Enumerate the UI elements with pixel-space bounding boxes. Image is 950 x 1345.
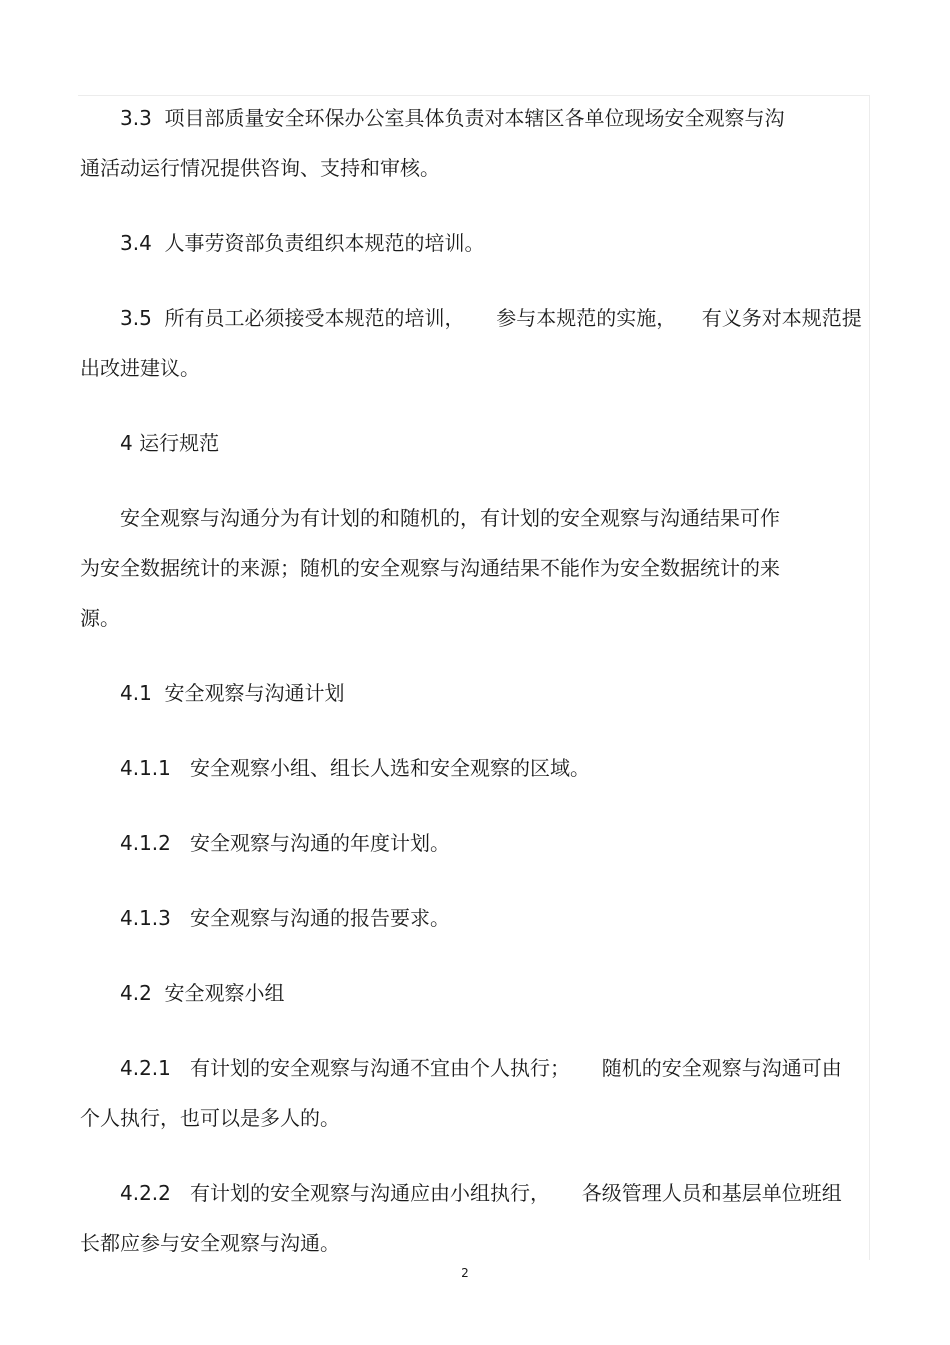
section-4-para-line-1: 安全观察与沟通分为有计划的和随机的，有计划的安全观察与沟通结果可作	[120, 506, 780, 530]
section-4-2-1-line-2: 个人执行，也可以是多人的。	[80, 1106, 340, 1130]
section-4-2-heading: 4.2 安全观察小组	[120, 981, 285, 1005]
section-4-heading: 4 运行规范	[120, 431, 220, 455]
section-4-1-heading: 4.1 安全观察与沟通计划	[120, 681, 345, 705]
section-3-3-line-2: 通活动运行情况提供咨询、支持和审核。	[80, 156, 440, 180]
section-3-5-line-1: 3.5 所有员工必须接受本规范的培训， 参与本规范的实施， 有义务对本规范提	[120, 306, 862, 330]
section-4-2-2-line-1: 4.2.2 有计划的安全观察与沟通应由小组执行， 各级管理人员和基层单位班组	[120, 1181, 842, 1205]
section-3-4: 3.4 人事劳资部负责组织本规范的培训。	[120, 231, 485, 255]
section-4-para-line-3: 源。	[80, 606, 120, 630]
section-3-3-line-1: 3.3 项目部质量安全环保办公室具体负责对本辖区各单位现场安全观察与沟	[120, 106, 785, 130]
page-border	[78, 95, 870, 1260]
page-number: 2	[461, 1266, 469, 1280]
section-4-1-1: 4.1.1 安全观察小组、组长人选和安全观察的区域。	[120, 756, 590, 780]
section-4-1-3: 4.1.3 安全观察与沟通的报告要求。	[120, 906, 450, 930]
section-3-5-line-2: 出改进建议。	[80, 356, 200, 380]
section-4-1-2: 4.1.2 安全观察与沟通的年度计划。	[120, 831, 450, 855]
section-4-2-1-line-1: 4.2.1 有计划的安全观察与沟通不宜由个人执行； 随机的安全观察与沟通可由	[120, 1056, 842, 1080]
section-4-2-2-line-2: 长都应参与安全观察与沟通。	[80, 1231, 340, 1255]
section-4-para-line-2: 为安全数据统计的来源；随机的安全观察与沟通结果不能作为安全数据统计的来	[80, 556, 780, 580]
